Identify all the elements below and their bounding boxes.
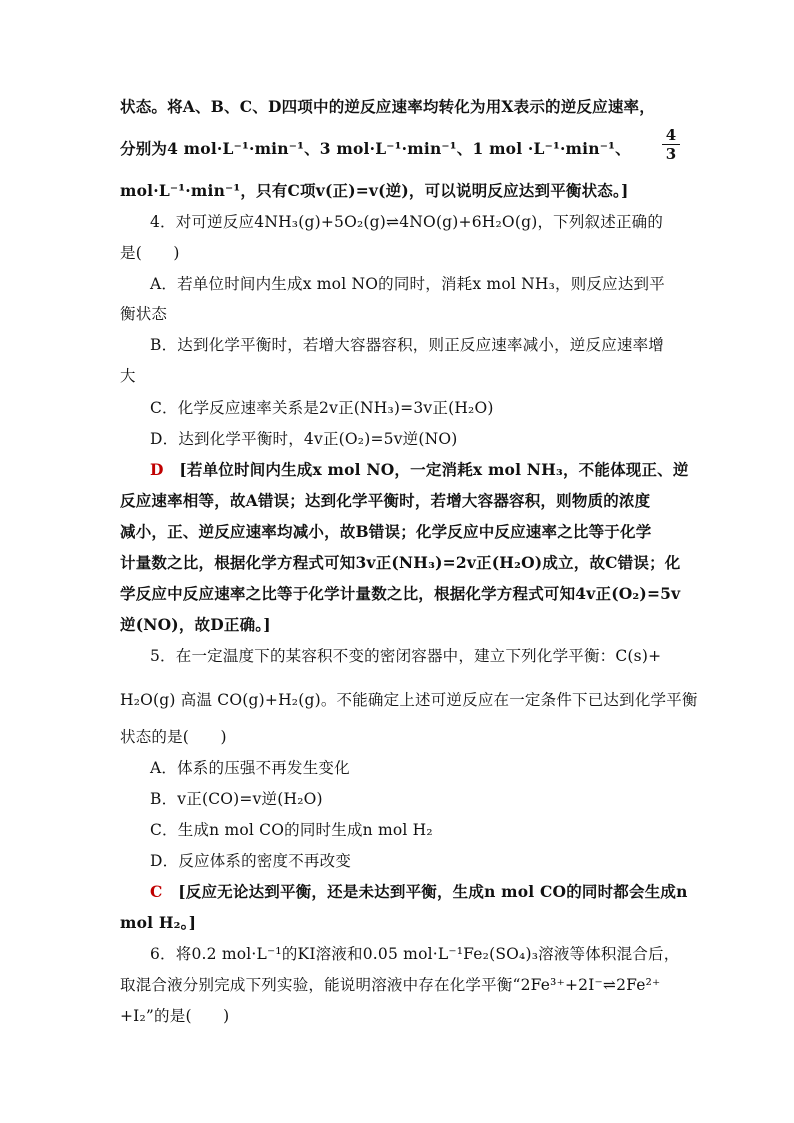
text-line-2: 分别为4 mol·L⁻¹·min⁻¹、3 mol·L⁻¹·min⁻¹、1 mol ·L⁻¹·min⁻¹、 [120, 139, 631, 158]
answer-4-line-1: D [若单位时间内生成x mol NO，一定消耗x mol NH₃，不能体现正、逆 [150, 460, 689, 479]
question-4-option-a: A．若单位时间内生成x mol NO的同时，消耗x mol NH₃，则反应达到平 [150, 275, 665, 293]
question-4-option-b: B．达到化学平衡时，若增大容器容积，则正反应速率减小，逆反应速率增 [150, 336, 664, 354]
question-4-option-d: D．达到化学平衡时，4v正(O₂)=5v逆(NO) [150, 430, 458, 448]
text-line-3: mol·L⁻¹·min⁻¹，只有C项v(正)=v(逆)，可以说明反应达到平衡状态。] [120, 181, 629, 200]
question-5-option-c: C．生成n mol CO的同时生成n mol H₂ [150, 821, 433, 839]
question-4-option-a-cont: 衡状态 [120, 305, 168, 323]
question-5-option-a: A．体系的压强不再发生变化 [150, 759, 350, 777]
answer-letter: D [150, 460, 164, 479]
question-5-option-b: B．v正(CO)=v逆(H₂O) [150, 790, 323, 808]
question-6-stem-cont: 取混合液分别完成下列实验，能说明溶液中存在化学平衡“2Fe³⁺+2I⁻⇌2Fe²⁺ [120, 976, 661, 994]
question-4-option-b-cont: 大 [120, 367, 136, 385]
question-4-stem: 4．对可逆反应4NH₃(g)+5O₂(g)⇌4NO(g)+6H₂O(g)，下列叙述正确的 [150, 213, 664, 231]
answer-4-line-5: 学反应中反应速率之比等于化学计量数之比，根据化学方程式可知4v正(O₂)=5v [120, 584, 681, 603]
question-5-stem-cont: 状态的是( ) [120, 728, 227, 746]
question-6-stem-end: +I₂”的是( ) [120, 1007, 230, 1025]
answer-4-line-6: 逆(NO)，故D正确。] [120, 615, 271, 634]
fraction-4-3 [662, 126, 680, 163]
fraction-denominator: 3 [665, 145, 677, 163]
question-5-option-d: D．反应体系的密度不再改变 [150, 852, 352, 870]
fraction-numerator: 4 [662, 126, 680, 145]
text-line-1: 状态。将A、B、C、D四项中的逆反应速率均转化为用X表示的逆反应速率， [120, 97, 655, 116]
question-6-stem: 6．将0.2 mol·L⁻¹的KI溶液和0.05 mol·L⁻¹Fe₂(SO₄)₃溶液等体积混合后， [150, 945, 680, 963]
question-4-stem-cont: 是( ) [120, 244, 180, 262]
answer-5-line-1: C [反应无论达到平衡，还是未达到平衡，生成n mol CO的同时都会生成n [150, 882, 688, 901]
answer-5-line-2: mol H₂。] [120, 913, 197, 932]
question-5-equation: H₂O(g) 高温 CO(g)+H₂(g)。不能确定上述可逆反应在一定条件下已达到化学平衡 [120, 691, 698, 709]
answer-letter: C [150, 882, 163, 901]
answer-4-line-4: 计量数之比，根据化学方程式可知3v正(NH₃)=2v正(H₂O)成立，故C错误；化 [120, 553, 681, 572]
answer-4-line-3: 减小，正、逆反应速率均减小，故B错误；化学反应中反应速率之比等于化学 [120, 522, 652, 541]
question-4-option-c: C．化学反应速率关系是2v正(NH₃)=3v正(H₂O) [150, 399, 494, 417]
question-5-stem: 5．在一定温度下的某容积不变的密闭容器中，建立下列化学平衡：C(s)+ [150, 647, 662, 665]
answer-4-line-2: 反应速率相等，故A错误；达到化学平衡时，若增大容器容积，则物质的浓度 [120, 491, 651, 510]
